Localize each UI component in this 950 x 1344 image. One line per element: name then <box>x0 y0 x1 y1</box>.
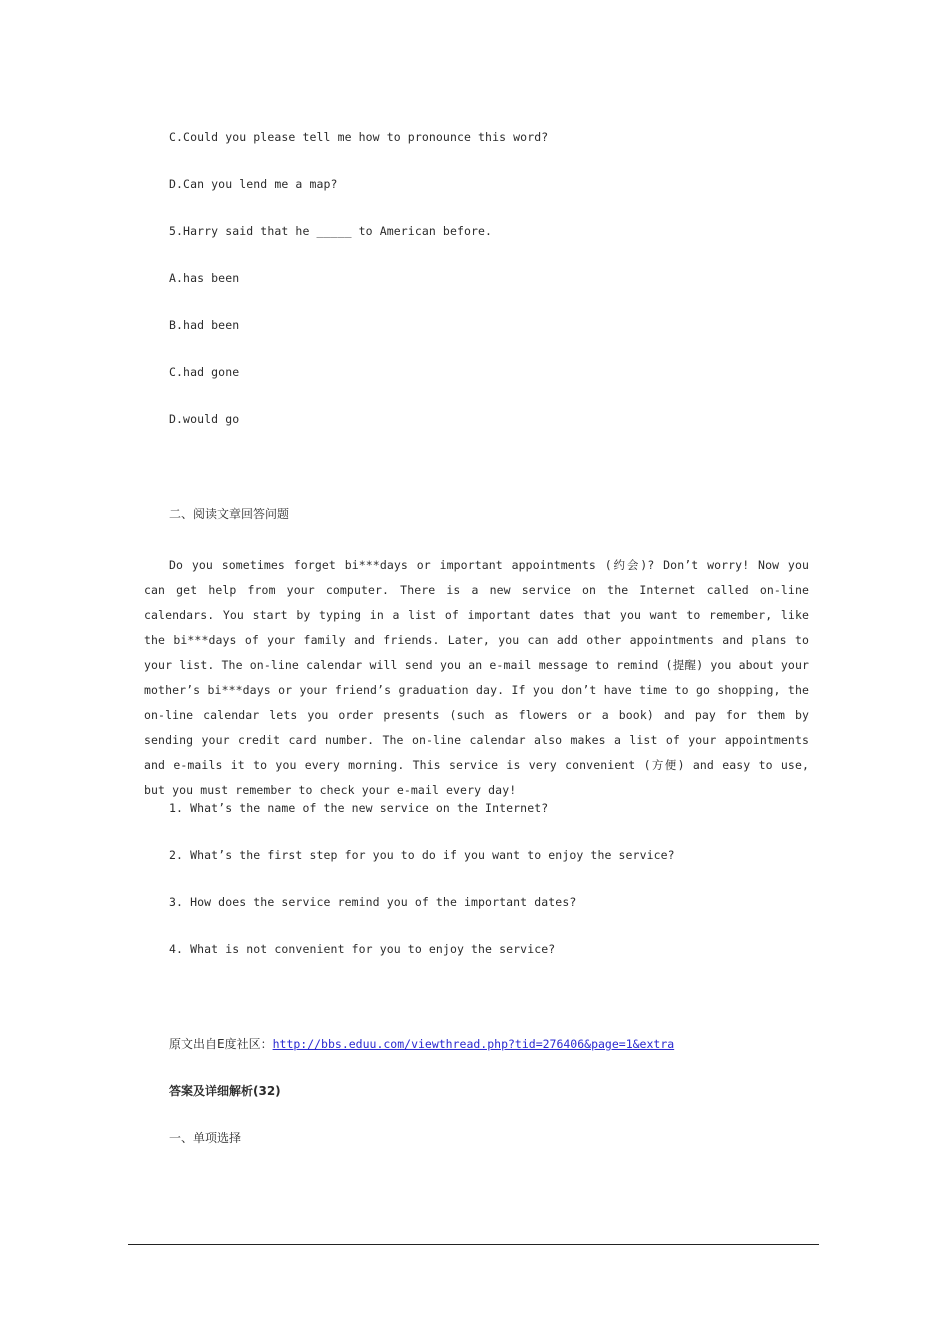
reading-question-2: 2. What’s the first step for you to do if you want to enjoy the service? <box>169 848 675 862</box>
question4-option-d: D.Can you lend me a map? <box>169 177 338 191</box>
question5-option-d: D.would go <box>169 412 240 426</box>
reading-question-3: 3. How does the service remind you of the important dates? <box>169 895 577 909</box>
reading-passage: Do you sometimes forget bi***days or important appointments (约会)? Don’t worry! Now you can get help from your computer. There is a new service on the Internet called on-line calendars. You start by typing in a list of important dates that you want to remember, like the bi***days of your family and friends. Later, you can add other appointments and plans to your list. The on-line calendar will send you an e-mail message to remind (提醒) you about your mother’s bi***days or your friend’s graduation day. If you don’t have time to go shopping, the on-line calendar lets you order presents (such as flowers or a book) and pay for them by sending your credit card number. The on-line calendar also makes a list of your appointments and e-mails it to you every morning. This service is very convenient (方便) and easy to use, but you must remember to check your e-mail every day! <box>144 558 809 797</box>
question5-option-a: A.has been <box>169 271 240 285</box>
question4-option-c: C.Could you please tell me how to pronounce this word? <box>169 130 549 144</box>
footer-divider <box>128 1244 819 1245</box>
source-label: 原文出自E度社区： <box>169 1037 273 1051</box>
question5-stem: 5.Harry said that he _____ to American before. <box>169 224 493 238</box>
answers-section1-title: 一、单项选择 <box>169 1131 242 1145</box>
source-link[interactable]: http://bbs.eduu.com/viewthread.php?tid=276406&page=1&extra <box>272 1037 675 1051</box>
question5-option-b: B.had been <box>169 318 240 332</box>
reading-question-4: 4. What is not convenient for you to enjoy the service? <box>169 942 556 956</box>
section2-title: 二、阅读文章回答问题 <box>169 507 290 521</box>
question5-option-c: C.had gone <box>169 365 240 379</box>
source-attribution <box>169 1036 674 1052</box>
reading-question-1: 1. What’s the name of the new service on the Internet? <box>169 801 549 815</box>
answers-title: 答案及详细解析(32) <box>169 1084 281 1098</box>
